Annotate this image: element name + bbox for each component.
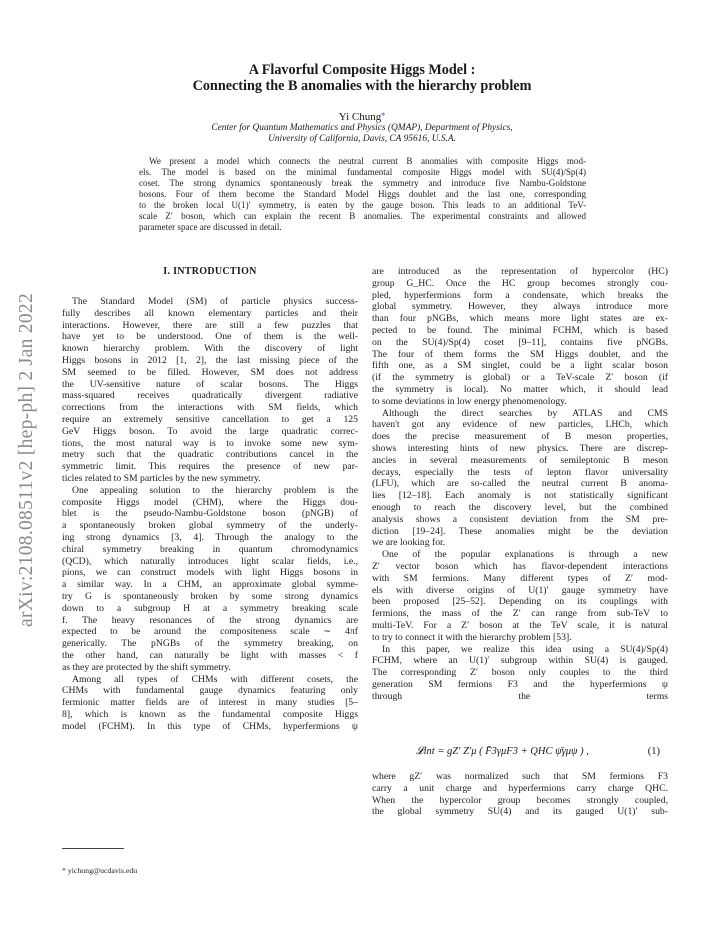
equation-expression: 𝓛int = gZ′ Z′μ ( F̄3γμF3 + QHC ψ̄γμψ ) , [416, 746, 589, 757]
equation-number: (1) [647, 746, 660, 757]
text-line: the global symmetry SU(4) and its gauged U(1)′ sub- [372, 806, 668, 818]
text-line: haven't got any evidence of new particles, LHCb, which [372, 419, 668, 431]
abstract [139, 156, 586, 233]
text-line: fully describes all known elementary particles and their [62, 307, 358, 319]
text-line: does the precise measurement of B meson properties, [372, 431, 668, 443]
author-line [100, 111, 624, 123]
text-line: GeV Higgs boson. To avoid the large quadratic correc- [62, 425, 358, 437]
text-line: corrections from the interactions with SM fields, which [62, 402, 358, 414]
abstract-line: bosons. Four of them become the Standard Model Higgs doublet and the last one, corresponding [139, 189, 586, 199]
text-line: f. The heavy resonances of the strong dynamics are [62, 614, 358, 626]
text-line: are introduced as the representation of hypercolor (HC) [372, 266, 668, 277]
text-line: The four of them forms the SM Higgs doublet, and the [372, 348, 668, 360]
text-line: tions, the most natural way is to invoke some new sym- [62, 437, 358, 449]
text-line: Z′ vector boson which has flavor-dependent interactions [372, 560, 668, 572]
text-line: on the SU(4)/Sp(4) coset [9–11], contains five pNGBs. [372, 336, 668, 348]
text-line: lies [12–18]. Each anomaly is not statistically significant [372, 490, 668, 502]
text-line: The Standard Model (SM) of particle physics success- [72, 296, 358, 307]
right-column-top [372, 266, 668, 702]
text-line: In this paper, we realize this idea using a SU(4)/Sp(4) [382, 643, 668, 655]
text-line: (QCD), which naturally introduces light scalar fields, i.e., [62, 555, 358, 567]
text-line: pected to be found. The minimal FCHM, which is based [372, 324, 668, 336]
text-line: require an extremely sensitive cancellation to get a 125 [62, 413, 358, 425]
text-line: through the terms [372, 690, 668, 702]
right-column-bottom [372, 771, 668, 818]
text-line: a similar way. In a CHM, an approximate global symme- [62, 579, 358, 591]
abstract-line: parameter space are discussed in detail. [139, 222, 282, 232]
text-line: enough to reach the discovery level, but the combined [372, 501, 668, 513]
text-line: When the hypercolor group becomes strongly coupled, [372, 794, 668, 806]
text-line: 8], which is known as the fundamental composite Higgs [62, 708, 358, 720]
text-line: fermionic matter fields are of interest in many studies [5– [62, 697, 358, 709]
text-line: interactions. However, there are still a few puzzles that [62, 319, 358, 331]
text-line: we are looking for. [372, 537, 446, 549]
text-line: where gZ′ was normalized such that SM fermions F3 [372, 771, 668, 782]
footnote-rule [62, 848, 124, 849]
text-line: analysis shows a consistent deviation from the SM pre- [372, 513, 668, 525]
footnote-email: * yichung@ucdavis.edu [62, 866, 138, 875]
text-line: expected to be around the compositeness scale ∼ 4πf [62, 626, 358, 638]
text-line: metry such that the quadratic contributions cancel in the [62, 449, 358, 461]
author-footnote-link[interactable]: * [381, 111, 386, 120]
text-line: down to a subgroup H at a symmetry breaking scale [62, 602, 358, 614]
text-line: pions, we can construct models with light Higgs bosons in [62, 567, 358, 579]
author-name: Yi Chung [338, 111, 382, 123]
text-line: a spontaneously broken global symmetry of the underly- [62, 520, 358, 532]
text-line: ing strong dynamics [3, 4]. Through the analogy to the [62, 531, 358, 543]
text-line: fermions, the mass of the Z′ can range from sub-TeV to [372, 608, 668, 620]
text-line: the other hand, can naturally be light with masses < f [62, 649, 358, 661]
abstract-line: els. The model is based on the minimal fundamental composite Higgs model with SU(4)/Sp(4) [139, 167, 586, 177]
text-line: try G is spontaneously broken by some strong dynamics [62, 590, 358, 602]
text-line: Among all types of CHMs with different cosets, the [72, 673, 358, 685]
affiliation-line1: Center for Quantum Mathematics and Physics (QMAP), Department of Physics, [211, 123, 513, 133]
text-line: CHMs with fundamental gauge dynamics featuring only [62, 685, 358, 697]
text-line: One appealing solution to the hierarchy problem is the [72, 484, 358, 496]
text-line: Although the direct searches by ATLAS and CMS [382, 407, 668, 419]
text-line: as they are protected by the shift symmetry. [62, 661, 231, 673]
equation-1 [372, 746, 668, 762]
text-line: the symmetry is local). No matter which, it should lead [372, 383, 668, 395]
text-line: have yet to be understood. One of them is the well- [62, 331, 358, 343]
text-line: generically. The pNGBs of the symmetry breaking, on [62, 638, 358, 650]
text-line: ancies in several measurements of semileptonic B meson [372, 454, 668, 466]
paper-title-line2: Connecting the B anomalies with the hierarchy problem [192, 78, 532, 94]
text-line: shows interesting hints of new physics. There are discrep- [372, 442, 668, 454]
affiliation-line2: University of California, Davis, CA 95616, U.S.A. [268, 134, 456, 144]
text-line: global symmetry. However, they always introduce more [372, 301, 668, 313]
section-heading: I. INTRODUCTION [163, 266, 257, 277]
text-line: (LFU), which are so-called the neutral current B anoma- [372, 478, 668, 490]
text-line: carry a unit charge and hyperfermions carry charge QHC. [372, 782, 668, 794]
text-line: than four pNGBs, which means more light states are ex- [372, 313, 668, 325]
text-line: the UV-sensitive nature of scalar bosons. The Higgs [62, 378, 358, 390]
text-line: model (FCHM). In this type of CHMs, hyperfermions ψ [62, 720, 358, 732]
text-line: decays, especially the tests of lepton flavor universality [372, 466, 668, 478]
text-line: fifth one, as a SM singlet, could be a light scalar boson [372, 360, 668, 372]
text-line: blet is the pseudo-Nambu-Goldstone boson (pNGB) of [62, 508, 358, 520]
text-line: (if the symmetry is global) or a TeV-scale Z′ boson (if [372, 372, 668, 384]
text-line: The corresponding Z′ boson only couples to the third [372, 667, 668, 679]
text-line: with SM fermions. Many different types of Z′ mod- [372, 572, 668, 584]
text-line: been proposed [25–52]. Depending on its couplings with [372, 596, 668, 608]
text-line: pled, hyperfermions form a condensate, which breaks the [372, 289, 668, 301]
text-line: diction [19–24]. These anomalies might be the deviation [372, 525, 668, 537]
arxiv-side-stamp [14, 265, 40, 655]
abstract-line: coset. The strong dynamics spontaneously break the symmetry and introduce five Nambu-Goldstone [139, 178, 586, 188]
abstract-line: We present a model which connects the neutral current B anomalies with composite Higgs mod- [149, 156, 586, 166]
text-line: mass-squared receives quadratically divergent radiative [62, 390, 358, 402]
text-line: to some deviations in low energy phenomenology. [372, 395, 567, 407]
arxiv-identifier: arXiv:2108.08511v2 [hep-ph] 2 Jan 2022 [16, 293, 37, 627]
left-column [62, 296, 358, 732]
text-line: multi-TeV. For a Z′ boson at the TeV scale, it is natural [372, 619, 668, 631]
text-line: chiral symmetry breaking in quantum chromodynamics [62, 543, 358, 555]
text-line: els with diverse origins of U(1)′ gauge symmetry have [372, 584, 668, 596]
text-line: ticles related to SM particles by the new symmetry. [62, 472, 261, 484]
paper-title-line1: A Flavorful Composite Higgs Model : [248, 62, 476, 78]
text-line: composite Higgs model (CHM), where the Higgs dou- [62, 496, 358, 508]
text-line: generation SM fermions F3 and the hyperfermions ψ [372, 678, 668, 690]
text-line: known hierarchy problem. With the discovery of light [62, 343, 358, 355]
text-line: group G_HC. Once the HC group becomes strongly cou- [372, 277, 668, 289]
abstract-line: scale Z′ boson, which can explain the recent B anomalies. The experimental constraints and allowed [139, 211, 586, 221]
abstract-line: to the broken local U(1)′ symmetry, is eaten by the gauge boson. This leads to an additional TeV- [139, 200, 586, 210]
text-line: One of the popular explanations is through a new [382, 549, 668, 561]
text-line: symmetric limit. This requires the presence of new par- [62, 461, 358, 473]
text-line: Higgs bosons in 2012 [1, 2], the last missing piece of the [62, 354, 358, 366]
text-line: FCHM, where an U(1)′ subgroup within SU(4) is gauged. [372, 655, 668, 667]
text-line: to try to connect it with the hierarchy problem [53]. [372, 631, 572, 643]
text-line: SM seemed to be filled. However, SM does not address [62, 366, 358, 378]
